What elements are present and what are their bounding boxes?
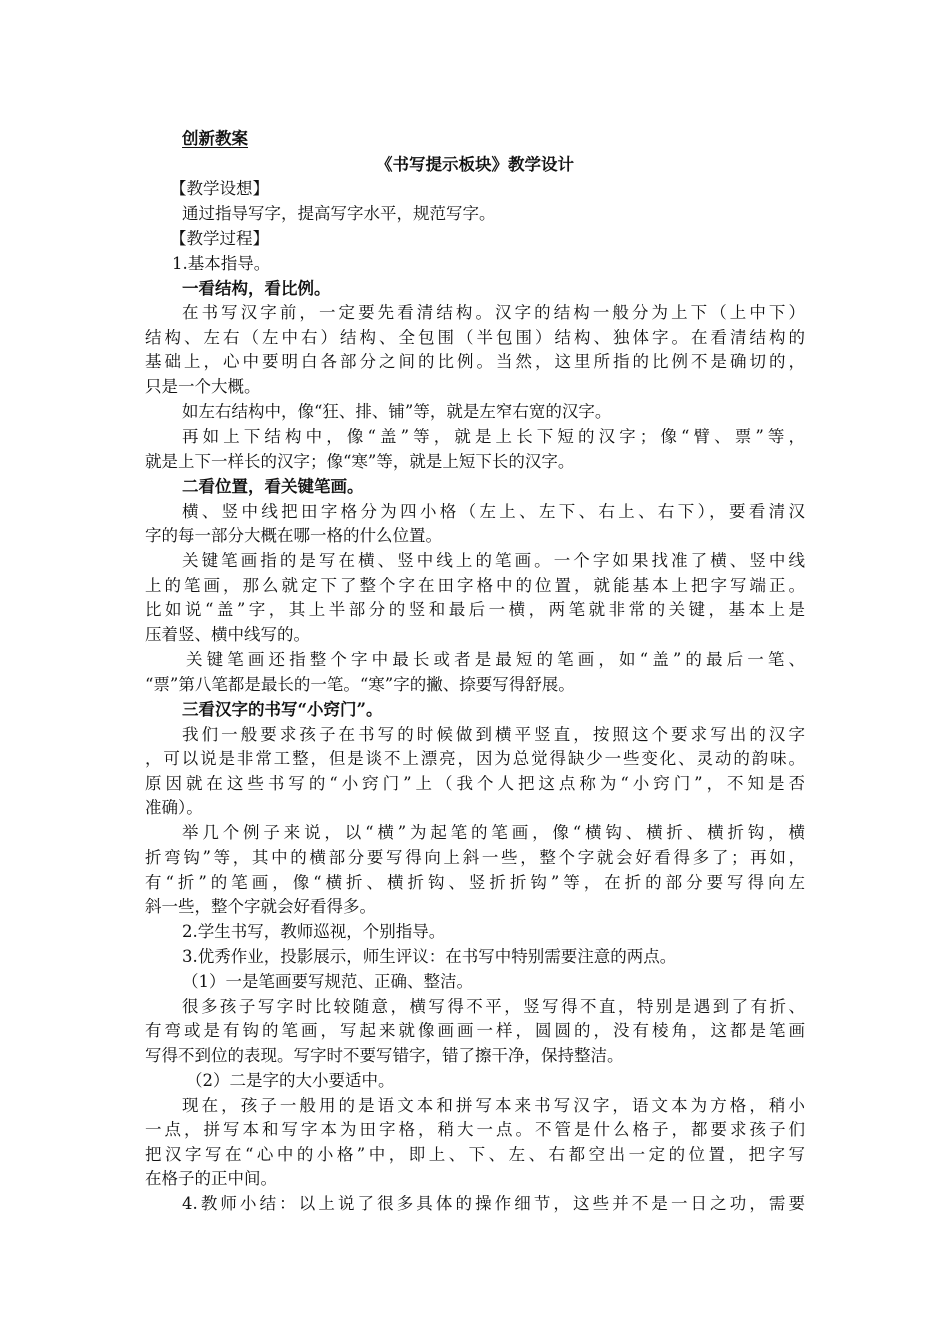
paragraph-line: 我们一般要求孩子在书写的时候做到横平竖直，按照这个要求写出的汉字 — [182, 725, 805, 744]
paragraph-line: 比如说“盖”字，其上半部分的竖和最后一横，两笔就非常的关键，基本上是 — [145, 600, 805, 619]
step-3: 3.优秀作业，投影展示，师生评议：在书写中特别需要注意的两点。 — [182, 947, 677, 966]
paragraph-line: 有“折”的笔画，像“横折、横折钩、竖折折钩”等，在折的部分要写得向左 — [145, 873, 805, 892]
sub-point-1: （1）一是笔画要写规范、正确、整洁。 — [182, 972, 473, 991]
paragraph-line: 横、竖中线把田字格分为四小格（左上、左下、右上、右下），要看清汉 — [182, 502, 805, 521]
paragraph-line: 斜一些，整个字就会好看得多。 — [145, 897, 376, 916]
paragraph-line: 基础上，心中要明白各部分之间的比例。当然，这里所指的比例不是确切的， — [145, 352, 805, 371]
paragraph-line: 如左右结构中，像“狂、排、铺”等，就是左窄右宽的汉字。 — [182, 402, 612, 421]
paragraph-line: 压着竖、横中线写的。 — [145, 625, 310, 644]
paragraph-line: 结构、左右（左中右）结构、全包围（半包围）结构、独体字。在看清结构的 — [145, 328, 805, 347]
paragraph-line: 原因就在这些书写的“小窍门”上（我个人把这点称为“小窍门”，不知是否 — [145, 774, 805, 793]
heading-tips: 三看汉字的书写“小窍门”。 — [182, 700, 383, 719]
paragraph-line: 一点，拼写本和写字本为田字格，稍大一点。不管是什么格子，都要求孩子们 — [145, 1120, 805, 1139]
paragraph-line: 很多孩子写字时比较随意，横写得不平，竖写得不直，特别是遇到了有折、 — [182, 997, 805, 1016]
paragraph-line: ，可以说是非常工整，但是谈不上漂亮，因为总觉得缺少一些变化、灵动的韵味。 — [145, 749, 805, 768]
paragraph-line: 只是一个大概。 — [145, 377, 261, 396]
doc-label: 创新教案 — [182, 129, 248, 148]
paragraph-line: 上的笔画，那么就定下了整个字在田字格中的位置，就能基本上把字写端正。 — [145, 576, 805, 595]
paragraph-line: 有弯或是有钩的笔画，写起来就像画画一样，圆圆的，没有棱角，这都是笔画 — [145, 1021, 805, 1040]
paragraph-line: 在书写汉字前，一定要先看清结构。汉字的结构一般分为上下（上中下） — [182, 303, 805, 322]
doc-title: 《书写提示板块》教学设计 — [376, 155, 574, 174]
heading-structure: 一看结构，看比例。 — [182, 279, 331, 298]
step-4: 4.教师小结：以上说了很多具体的操作细节，这些并不是一日之功，需要 — [182, 1194, 805, 1213]
section-heading-design: 【教学设想】 — [170, 179, 269, 198]
paragraph-line: 折弯钩”等，其中的横部分要写得向上斜一些，整个字就会好看得多了；再如， — [145, 848, 805, 867]
paragraph-line: 再如上下结构中，像“盖”等，就是上长下短的汉字；像“臂、票”等， — [182, 427, 805, 446]
paragraph-line: 关键笔画指的是写在横、竖中线上的笔画。一个字如果找准了横、竖中线 — [182, 551, 805, 570]
paragraph-line: 写得不到位的表现。写字时不要写错字，错了擦干净，保持整洁。 — [145, 1046, 624, 1065]
paragraph-line: 在格子的正中间。 — [145, 1169, 277, 1188]
paragraph-line: 关键笔画还指整个字中最长或者是最短的笔画，如“盖”的最后一笔、 — [186, 650, 805, 669]
section-heading-process: 【教学过程】 — [170, 229, 269, 248]
paragraph-line: 字的每一部分大概在哪一格的什么位置。 — [145, 526, 442, 545]
design-text: 通过指导写字，提高写字水平，规范写字。 — [182, 204, 496, 223]
paragraph-line: 现在，孩子一般用的是语文本和拼写本来书写汉字，语文本为方格，稍小 — [182, 1096, 805, 1115]
heading-position: 二看位置，看关键笔画。 — [182, 477, 364, 496]
paragraph-line: 举几个例子来说，以“横”为起笔的笔画，像“横钩、横折、横折钩，横 — [182, 823, 805, 842]
paragraph-line: 把汉字写在“心中的小格”中，即上、下、左、右都空出一定的位置，把字写 — [145, 1145, 805, 1164]
step-1: 1.基本指导。 — [172, 254, 271, 273]
step-2: 2.学生书写，教师巡视，个别指导。 — [182, 922, 446, 941]
paragraph-line: “票”第八笔都是最长的一笔。“寒”字的撇、捺要写得舒展。 — [145, 675, 575, 694]
paragraph-line: 就是上下一样长的汉字；像“寒”等，就是上短下长的汉字。 — [145, 452, 575, 471]
sub-point-2: （2）二是字的大小要适中。 — [186, 1071, 395, 1090]
paragraph-line: 准确）。 — [145, 798, 203, 817]
